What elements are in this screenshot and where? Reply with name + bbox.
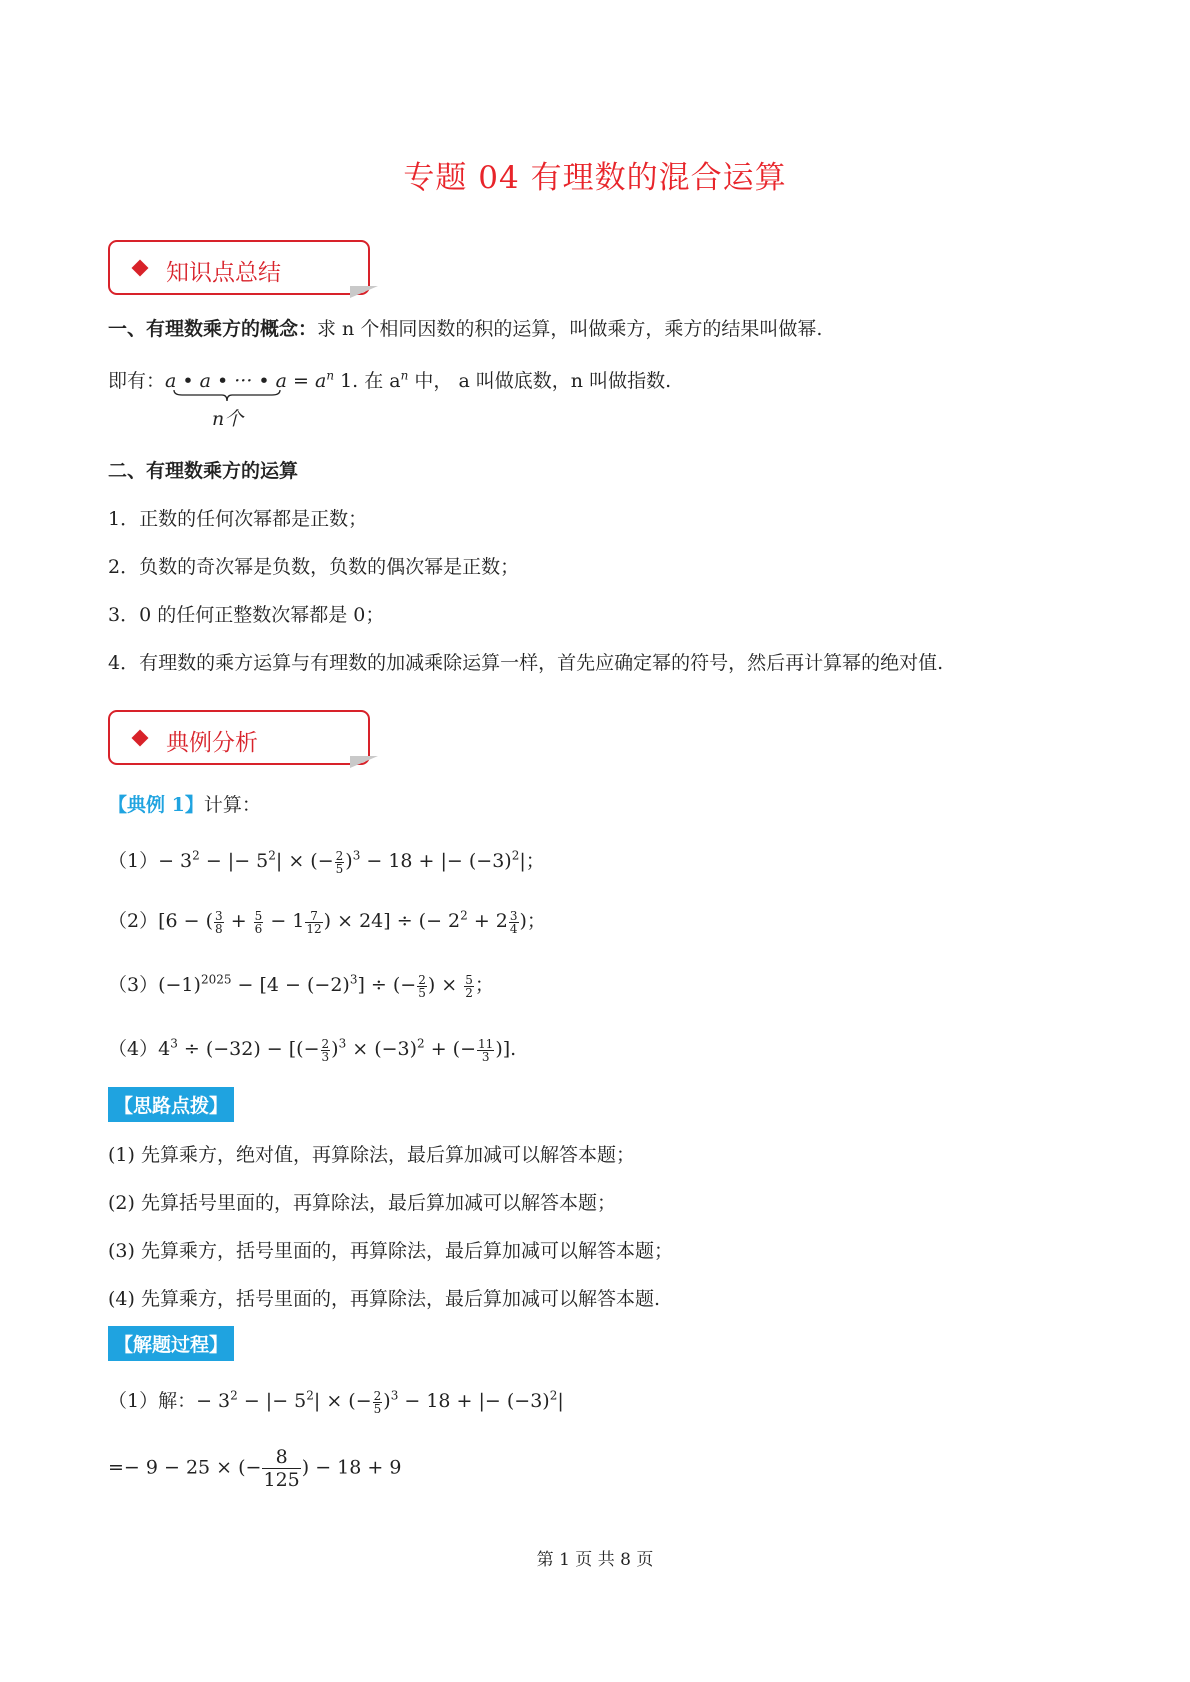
problem-num: （3） bbox=[108, 974, 159, 996]
problem-num: （2） bbox=[108, 910, 159, 932]
section-shadow bbox=[350, 756, 378, 768]
rule-3: 3．0 的任何正整数次幂都是 0； bbox=[108, 604, 385, 626]
hint-item: (3) 先算乘方，括号里面的，再算除法，最后算加减可以解答本题； bbox=[108, 1240, 673, 1262]
term: =− 9 − 25 × (− bbox=[108, 1456, 262, 1479]
term: ) bbox=[345, 850, 353, 872]
underbrace bbox=[172, 388, 282, 402]
exponent: 3 bbox=[349, 972, 358, 987]
term: ) bbox=[331, 1038, 339, 1060]
fraction: $\frac{5}{6}$ bbox=[254, 908, 263, 936]
term: ) bbox=[383, 1390, 391, 1412]
exponent: 2 bbox=[192, 848, 200, 863]
term: | × (− bbox=[275, 850, 334, 872]
rule-4: 4．有理数的乘方运算与有理数的加减乘除运算一样，首先应确定幂的符号，然后再计算幂的绝对值. bbox=[108, 652, 944, 674]
fraction: $\frac{3}{4}$ bbox=[509, 908, 518, 936]
term: − [4 − (−2) bbox=[231, 974, 350, 996]
formula-after: 1. 在 a bbox=[334, 370, 401, 392]
formula-under: n个 bbox=[212, 408, 244, 430]
term: |； bbox=[519, 850, 545, 872]
section-header-knowledge bbox=[108, 240, 370, 295]
formula-expr: a • a • ··· • a = a bbox=[165, 370, 327, 392]
section-shadow bbox=[350, 286, 378, 298]
fraction: $\frac{8}{125}$ bbox=[263, 1446, 300, 1491]
problem-num: （1） bbox=[108, 850, 159, 872]
term: )]. bbox=[495, 1038, 517, 1060]
solution-num: （1）解： bbox=[108, 1390, 197, 1412]
section-label: 知识点总结 bbox=[166, 260, 281, 286]
exponent: 3 bbox=[170, 1036, 178, 1051]
term: (−1) bbox=[158, 974, 201, 996]
concept-2-heading: 二、有理数乘方的运算 bbox=[108, 460, 299, 482]
section-label: 典例分析 bbox=[166, 730, 258, 756]
fraction: $\frac{3}{8}$ bbox=[215, 908, 223, 936]
exponent: 2 bbox=[268, 848, 276, 863]
concept-1-heading: 一、有理数乘方的概念： bbox=[108, 318, 318, 340]
fraction: $\frac{5}{2}$ bbox=[465, 972, 473, 1000]
rule-2: 2．负数的奇次幂是负数，负数的偶次幂是正数； bbox=[108, 556, 520, 578]
term: − 18 + |− (−3) bbox=[398, 1390, 550, 1412]
problem-2 bbox=[108, 906, 546, 935]
exponent: 3 bbox=[338, 1036, 347, 1051]
concept-1-text: 求 n 个相同因数的积的运算，叫做乘方，乘方的结果叫做幂. bbox=[317, 318, 823, 340]
term: )； bbox=[519, 910, 546, 932]
term: ] ÷ (− bbox=[357, 974, 417, 996]
example-text: 计算： bbox=[203, 794, 261, 816]
problem-num: （4） bbox=[108, 1038, 159, 1060]
term: − 18 + |− (−3) bbox=[360, 850, 512, 872]
term: ÷ (−32) − [(− bbox=[177, 1038, 320, 1060]
fraction: $\frac{2}{5}$ bbox=[373, 1388, 382, 1416]
formula-after2: 中， a 叫做底数，n 叫做指数. bbox=[408, 370, 672, 392]
term: × (−3) bbox=[346, 1038, 418, 1060]
hint-item: (1) 先算乘方，绝对值，再算除法，最后算加减可以解答本题； bbox=[108, 1144, 635, 1166]
exponent: 2025 bbox=[200, 972, 232, 987]
exponent: 2 bbox=[306, 1388, 314, 1403]
term: + (− bbox=[424, 1038, 477, 1060]
example-1 bbox=[108, 790, 261, 817]
hint-item: (2) 先算括号里面的，再算除法，最后算加减可以解答本题； bbox=[108, 1192, 616, 1214]
hint-item: (4) 先算乘方，括号里面的，再算除法，最后算加减可以解答本题. bbox=[108, 1288, 660, 1310]
problem-4 bbox=[108, 1034, 516, 1063]
term: − 1 bbox=[264, 910, 305, 932]
solution-tag: 【解题过程】 bbox=[108, 1326, 234, 1361]
fraction: $\frac{7}{12}$ bbox=[306, 908, 322, 936]
term: − |− 5 bbox=[237, 1390, 307, 1412]
term: ； bbox=[474, 974, 494, 996]
exponent: 2 bbox=[549, 1388, 558, 1403]
diamond-icon bbox=[132, 260, 149, 277]
term: + 2 bbox=[467, 910, 508, 932]
solution-line-1 bbox=[108, 1386, 564, 1415]
hint-tag: 【思路点拨】 bbox=[108, 1087, 234, 1122]
formula-prefix: 即有： bbox=[108, 370, 166, 392]
exponent: 3 bbox=[390, 1388, 399, 1403]
exponent: 2 bbox=[417, 1036, 425, 1051]
diamond-icon bbox=[132, 730, 149, 747]
term: [6 − ( bbox=[158, 910, 214, 932]
section-header-examples bbox=[108, 710, 370, 765]
problem-3 bbox=[108, 970, 494, 999]
solution-line-2 bbox=[108, 1446, 401, 1491]
page-title: 专题 04 有理数的混合运算 bbox=[403, 160, 787, 196]
fraction: $\frac{2}{5}$ bbox=[335, 848, 344, 876]
formula-after-exp: n bbox=[400, 368, 409, 383]
term: | × (− bbox=[313, 1390, 372, 1412]
exponent: 2 bbox=[511, 848, 520, 863]
page-footer: 第 1 页 共 8 页 bbox=[536, 1550, 654, 1570]
concept-1 bbox=[108, 314, 822, 341]
term: ) × bbox=[427, 974, 464, 996]
term: | bbox=[557, 1390, 564, 1412]
fraction: $\frac{2}{5}$ bbox=[418, 972, 426, 1000]
term: + bbox=[224, 910, 253, 932]
term: ) × 24] ÷ (− 2 bbox=[323, 910, 461, 932]
term: − |− 5 bbox=[199, 850, 269, 872]
fraction: $\frac{2}{3}$ bbox=[321, 1036, 330, 1064]
exponent: 3 bbox=[352, 848, 361, 863]
exponent: 2 bbox=[460, 908, 468, 923]
term: − 3 bbox=[196, 1390, 231, 1412]
problem-1 bbox=[108, 846, 545, 875]
fraction: $\frac{11}{3}$ bbox=[478, 1036, 494, 1064]
exponent: 2 bbox=[230, 1388, 238, 1403]
rule-1: 1．正数的任何次幂都是正数； bbox=[108, 508, 368, 530]
formula-exp: n bbox=[326, 368, 335, 383]
term: − 3 bbox=[158, 850, 193, 872]
term: 4 bbox=[158, 1038, 171, 1060]
example-tag: 【典例 1】 bbox=[108, 794, 204, 816]
term: ) − 18 + 9 bbox=[301, 1456, 402, 1479]
